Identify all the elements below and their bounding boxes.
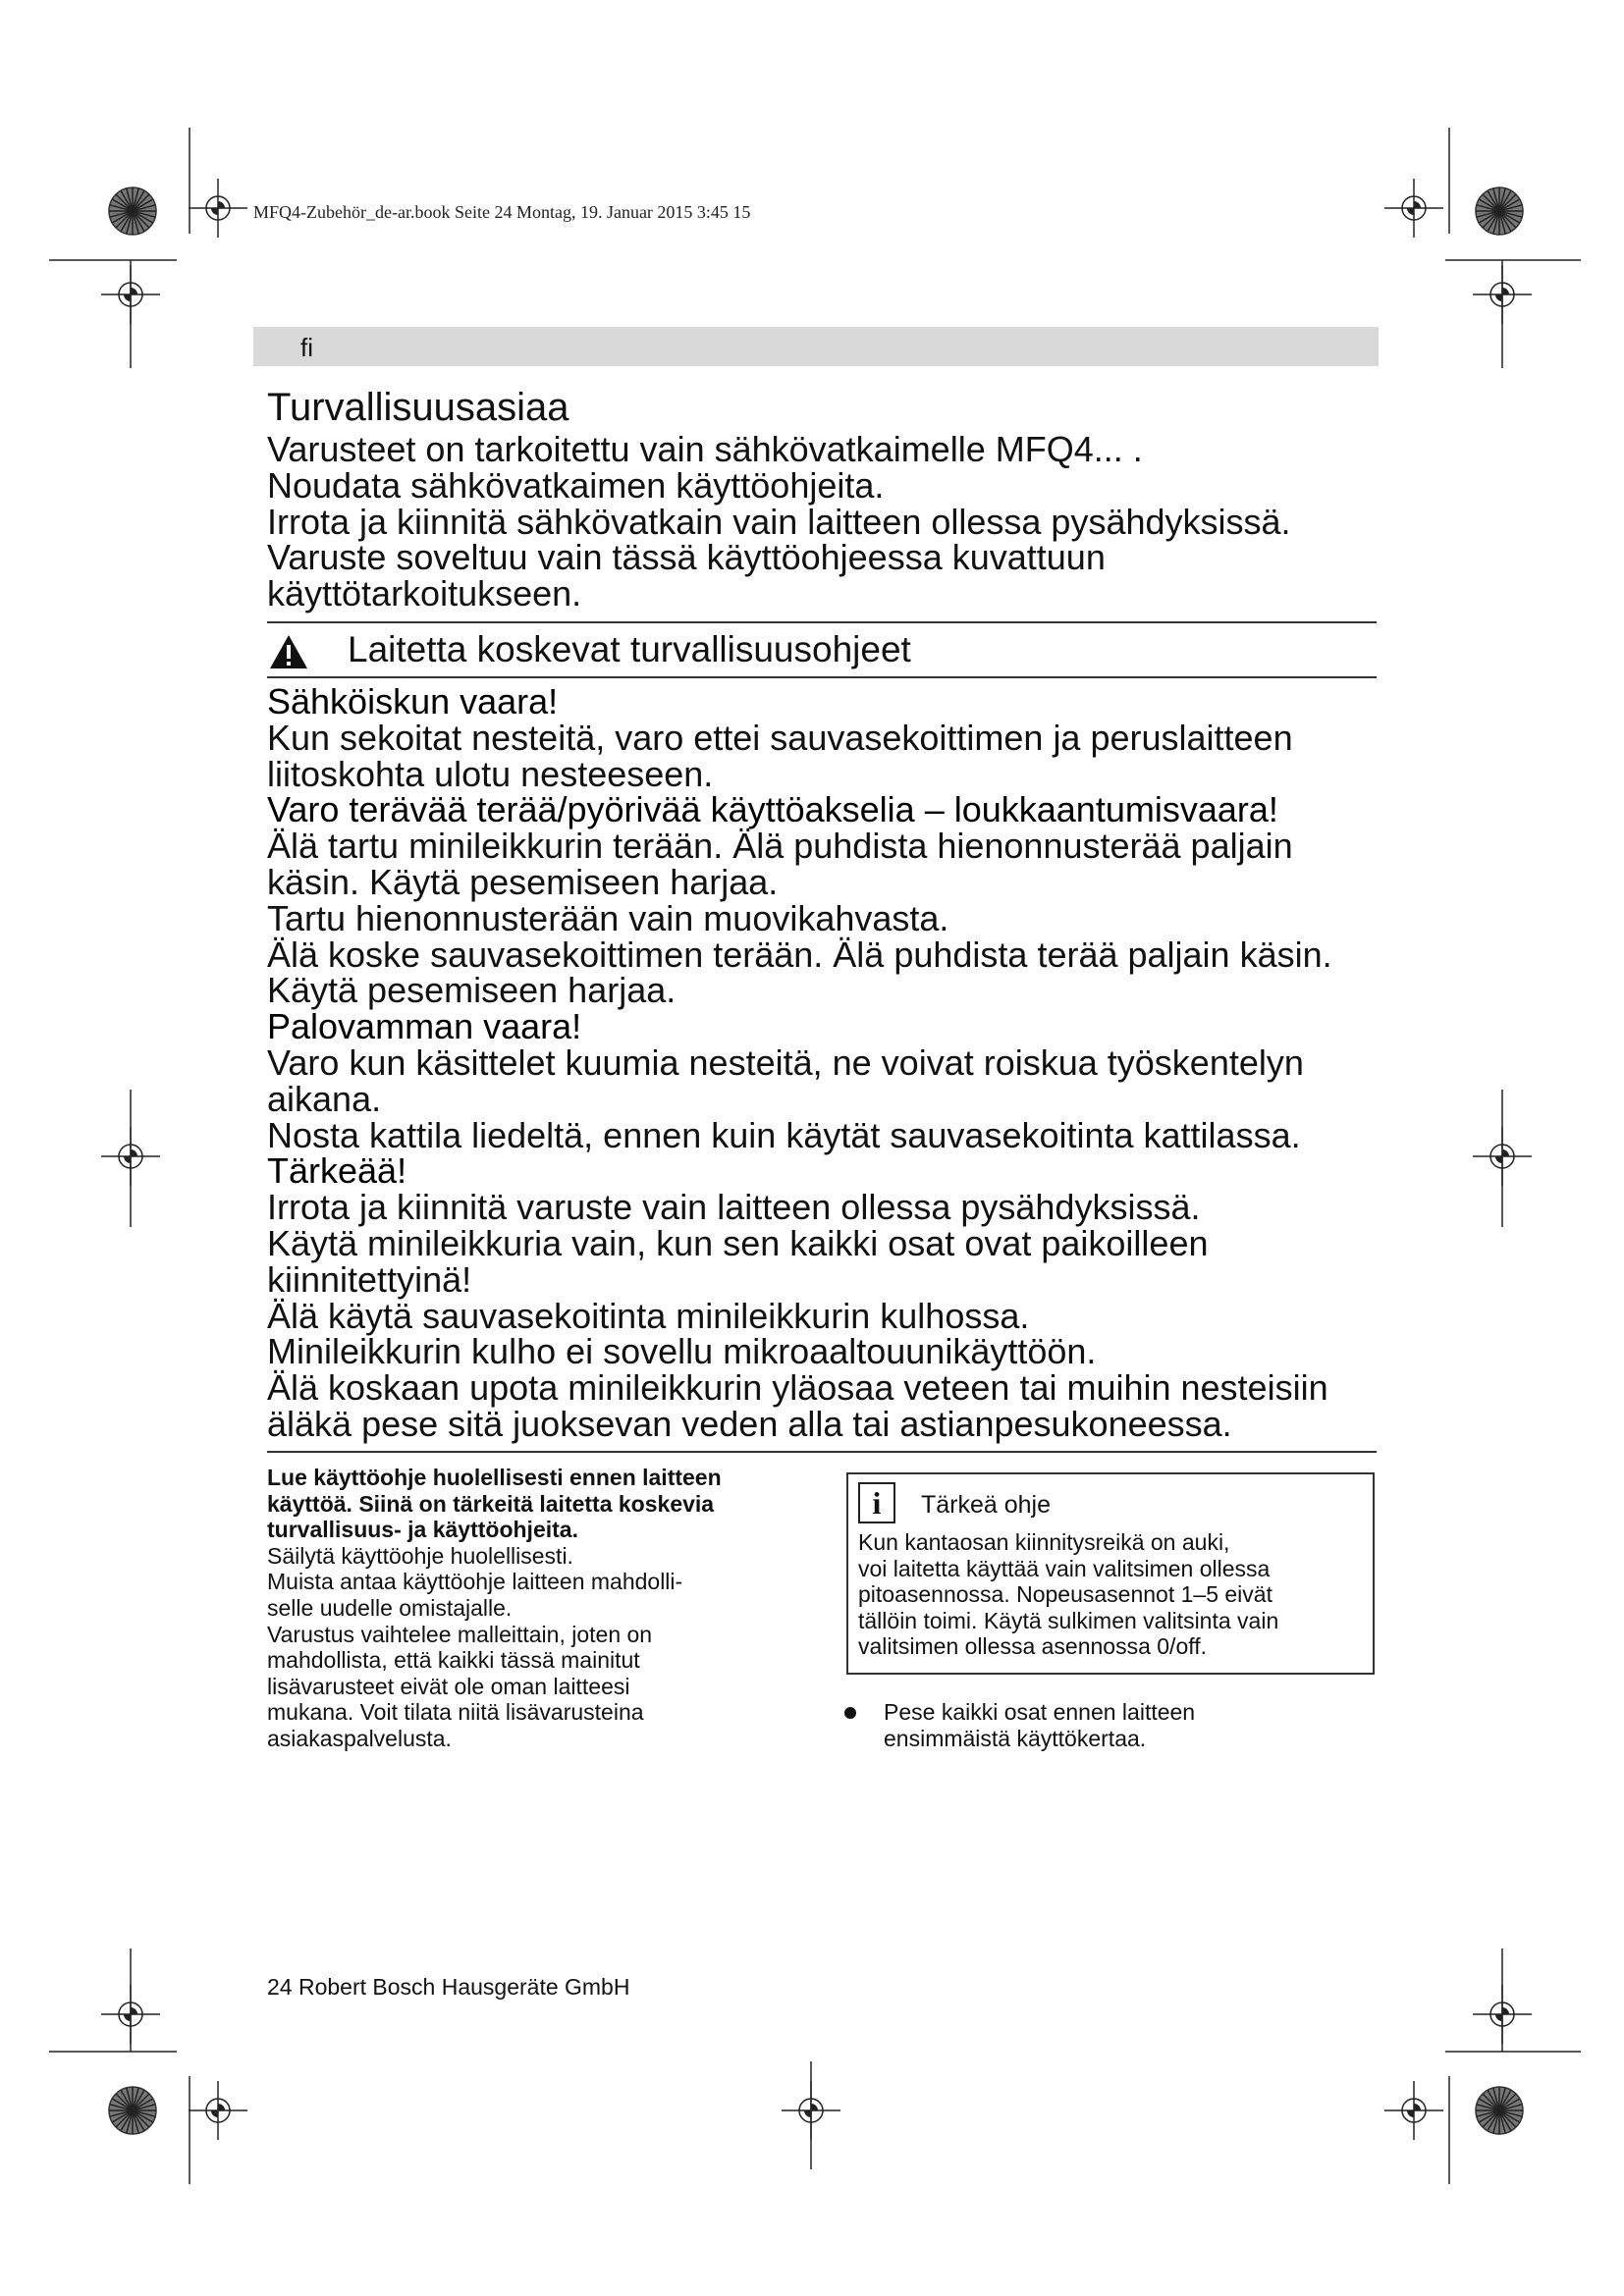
safety-line: Älä koske sauvasekoittimen terään. Älä puhdista terää paljain käsin. xyxy=(267,934,1332,975)
subheading-important: Tärkeää! xyxy=(267,1150,407,1192)
safety-line: aikana. xyxy=(267,1078,382,1119)
safety-line: liitoskohta ulotu nesteeseen. xyxy=(267,753,714,794)
note-line: tällöin toimi. Käytä sulkimen valitsinta vain xyxy=(858,1607,1279,1633)
divider-top xyxy=(267,621,1377,623)
intro-line: käyttötarkoitukseen. xyxy=(267,573,582,614)
safety-line: Älä tartu minileikkurin terään. Älä puhdista hienonnusterää paljain xyxy=(267,826,1293,867)
bullet-line: ensimmäistä käyttökertaa. xyxy=(884,1725,1147,1751)
info-icon: i xyxy=(858,1482,895,1523)
warning-triangle-icon xyxy=(269,634,308,669)
note-header xyxy=(858,1482,1361,1529)
language-tag: fi xyxy=(300,333,313,362)
note-title: Tärkeä ohje xyxy=(921,1491,1052,1519)
notice-line: Varustus vaihtelee malleittain, joten on xyxy=(267,1621,653,1647)
safety-line: Käytä minileikkuria vain, kun sen kaikki osat ovat paikoilleen xyxy=(267,1222,1209,1263)
notice-line: lisävarusteet eivät ole oman laitteesi xyxy=(267,1673,630,1699)
bullet-item xyxy=(844,1699,1355,1751)
bullet-line: Pese kaikki osat ennen laitteen xyxy=(884,1699,1196,1725)
note-line: Kun kantaosan kiinnitysreikä on auki, xyxy=(858,1529,1230,1555)
safety-line: Nosta kattila liedeltä, ennen kuin käytät sauvasekoitinta kattilassa. xyxy=(267,1114,1301,1155)
intro-line: Irrota ja kiinnitä sähkövatkain vain laitteen ollessa pysähdyksissä. xyxy=(267,501,1291,542)
safety-line: Älä koskaan upota minileikkurin yläosaa veteen tai muihin nesteisiin xyxy=(267,1367,1328,1409)
notice-bold-line: turvallisuus- ja käyttöohjeita. xyxy=(267,1517,578,1543)
notice-bold-line: Lue käyttöohje huolellisesti ennen laitteen xyxy=(267,1465,722,1490)
subheading-electric-shock: Sähköiskun vaara! xyxy=(267,681,559,721)
notice-line: selle uudelle omistajalle. xyxy=(267,1594,513,1621)
language-bar xyxy=(253,327,1379,366)
safety-instructions xyxy=(267,681,1377,1444)
safety-line: Kun sekoitat nesteitä, varo ettei sauvasekoittimen ja peruslaitteen xyxy=(267,717,1293,758)
note-line: pitoasennossa. Nopeusasennot 1–5 eivät xyxy=(858,1581,1272,1608)
safety-line: kiinnitettyinä! xyxy=(267,1258,472,1300)
note-line: voi laitetta käyttää vain valitsimen ollessa xyxy=(858,1555,1271,1581)
print-header: MFQ4-Zubehör_de-ar.book Seite 24 Montag, 19. Januar 2015 3:45 15 xyxy=(253,202,751,222)
safety-line: Tartu hienonnusterään vain muovikahvasta. xyxy=(267,897,949,938)
note-line: valitsimen ollessa asennossa 0/off. xyxy=(858,1633,1207,1660)
safety-line: Varo kun käsittelet kuumia nesteitä, ne voivat roiskua työskentelyn xyxy=(267,1041,1304,1083)
intro-line: Varuste soveltuu vain tässä käyttöohjeessa kuvattuun xyxy=(267,537,1106,578)
notice-line: Säilytä käyttöohje huolellisesti. xyxy=(267,1542,573,1569)
notice-line: asiakaspalvelusta. xyxy=(267,1725,452,1751)
notice-line: mukana. Voit tilata niitä lisävarusteina xyxy=(267,1699,644,1726)
safety-line: äläkä pese sitä juoksevan veden alla tai astianpesukoneessa. xyxy=(267,1403,1232,1444)
intro-line: Varusteet on tarkoitettu vain sähkövatkaimelle MFQ4... . xyxy=(267,429,1143,469)
safety-line: Käytä pesemiseen harjaa. xyxy=(267,970,677,1011)
divider-bottom xyxy=(267,1451,1377,1453)
divider-heading xyxy=(267,676,1377,678)
page-footer: 24 Robert Bosch Hausgeräte GmbH xyxy=(267,1974,630,2000)
bullet-dot xyxy=(844,1707,856,1719)
safety-line: käsin. Käytä pesemiseen harjaa. xyxy=(267,861,779,902)
intro-line: Noudata sähkövatkaimen käyttöohjeita. xyxy=(267,464,885,506)
safety-line: Irrota ja kiinnitä varuste vain laitteen ollessa pysähdyksissä. xyxy=(267,1187,1201,1228)
safety-line: Minileikkurin kulho ei sovellu mikroaaltouunikäyttöön. xyxy=(267,1331,1097,1372)
notice-line: mahdollista, että kaikki tässä mainitut xyxy=(267,1647,640,1674)
device-safety-heading-text: Laitetta koskevat turvallisuusohjeet xyxy=(348,629,911,669)
intro-text xyxy=(267,429,1367,614)
notice-line: Muista antaa käyttöohje laitteen mahdolli- xyxy=(267,1569,683,1595)
subheading-burn: Palovamman vaara! xyxy=(267,1006,582,1047)
section-title: Turvallisuusasiaa xyxy=(267,386,569,429)
subheading-blade: Varo terävää terää/pyörivää käyttöakselia – loukkaantumisvaara! xyxy=(267,789,1278,830)
safety-line: Älä käytä sauvasekoitinta minileikkurin kulhossa. xyxy=(267,1295,1030,1336)
notice-bold-line: käyttöä. Siinä on tärkeitä laitetta koskevia xyxy=(267,1490,715,1517)
device-safety-heading xyxy=(267,624,1377,675)
important-note-box xyxy=(846,1472,1375,1675)
manual-notice xyxy=(267,1465,787,1752)
